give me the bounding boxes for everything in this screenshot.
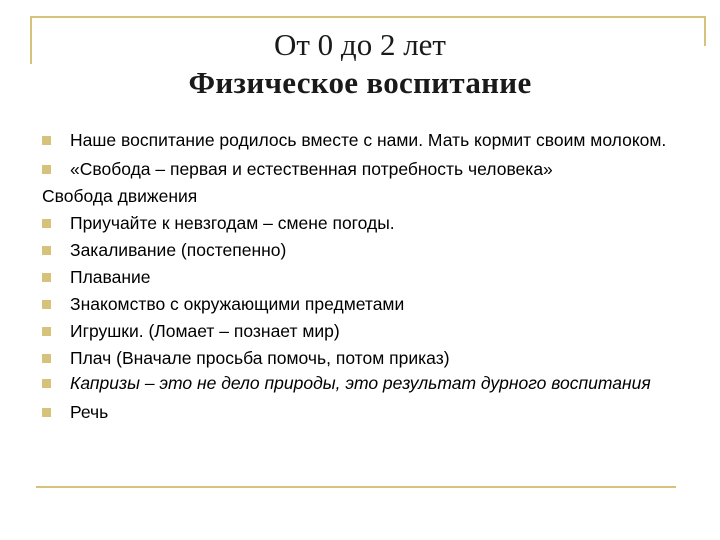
square-bullet-icon	[42, 379, 51, 388]
list-item	[42, 129, 702, 156]
square-bullet-icon	[42, 136, 51, 145]
list-item-text: Приучайте к невзгодам – смене погоды.	[70, 213, 395, 233]
square-bullet-icon	[42, 165, 51, 174]
square-bullet-icon	[42, 327, 51, 336]
list-item-text: Закаливание (постепенно)	[70, 240, 287, 260]
list-item-text: Игрушки. (Ломает – познает мир)	[70, 321, 340, 341]
list-item-text: «Свобода – первая и естественная потребность человека»	[70, 159, 553, 179]
list-item-text: Плач (Вначале просьба помочь, потом приказ)	[70, 348, 450, 368]
list-item	[42, 237, 702, 264]
slide-title-line1: От 0 до 2 лет	[274, 27, 446, 62]
bullet-list	[42, 129, 702, 426]
square-bullet-icon	[42, 219, 51, 228]
square-bullet-icon	[42, 408, 51, 417]
list-item	[42, 264, 702, 291]
list-subheading	[42, 183, 702, 210]
frame-top-rule	[30, 16, 706, 18]
frame-right-rule	[704, 16, 706, 46]
square-bullet-icon	[42, 246, 51, 255]
list-item	[42, 399, 702, 426]
list-item-text: Капризы – это не дело природы, это результат дурного воспитания	[70, 373, 651, 393]
frame-bottom-rule	[36, 486, 676, 488]
list-item-text: Знакомство с окружающими предметами	[70, 294, 405, 314]
list-subheading-text: Свобода движения	[42, 186, 198, 206]
square-bullet-icon	[42, 273, 51, 282]
square-bullet-icon	[42, 354, 51, 363]
list-item	[42, 291, 702, 318]
slide-title-line2: Физическое воспитание	[188, 65, 532, 100]
list-item	[42, 210, 702, 237]
frame-left-rule	[30, 16, 32, 64]
list-item-text: Наше воспитание родилось вместе с нами. Мать кормит своим молоком.	[70, 130, 667, 150]
list-item-text: Речь	[70, 402, 109, 422]
list-item	[42, 156, 702, 183]
slide-title	[60, 26, 660, 102]
square-bullet-icon	[42, 300, 51, 309]
list-item	[42, 345, 702, 372]
list-item	[42, 318, 702, 345]
list-item	[42, 372, 702, 399]
list-item-text: Плавание	[70, 267, 151, 287]
